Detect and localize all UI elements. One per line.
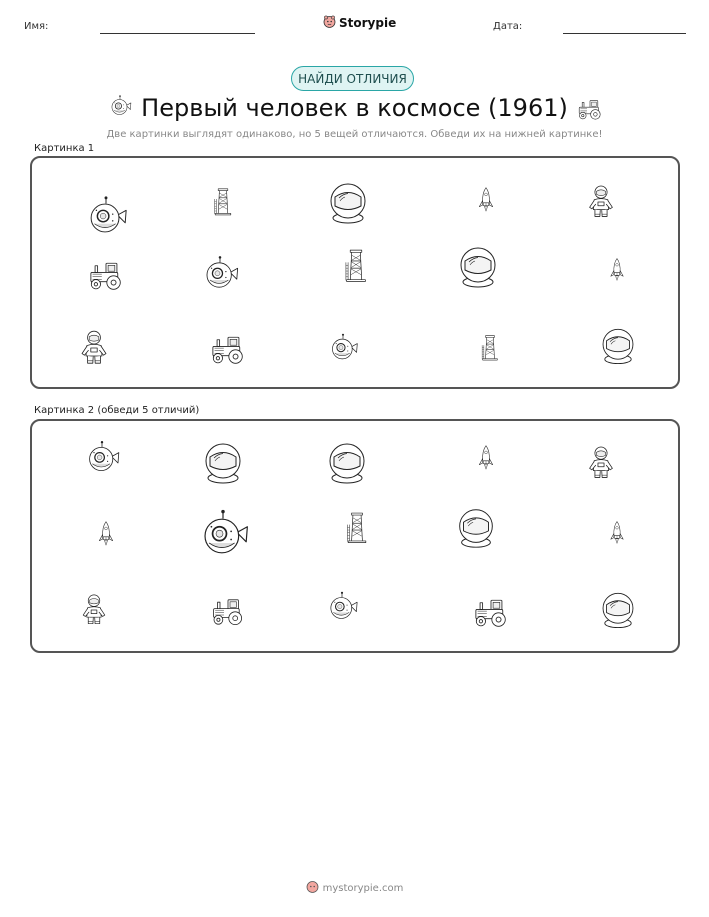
rocket-icon [472,178,500,222]
astronaut-icon [74,320,114,376]
picture-2-label: Картинка 2 (обведи 5 отличий) [34,405,200,416]
tractor-icon [80,254,132,296]
rocket-icon[interactable] [472,435,500,481]
capsule-icon [326,328,360,370]
instructions: Две картинки выглядят одинаково, но 5 вещей отличаются. Обведи их на нижней картинке! [106,129,603,140]
rocket-icon[interactable] [604,511,630,555]
tractor-icon [575,94,605,120]
capsule-icon[interactable] [194,503,252,569]
helmet-icon[interactable] [198,437,248,489]
tower-icon [208,178,238,226]
footer-url[interactable]: mystorypie.com [322,882,404,894]
find-differences-badge: НАЙДИ ОТЛИЧИЯ [291,66,414,91]
tower-icon [338,240,374,292]
astronaut-icon[interactable] [76,585,112,635]
capsule-icon [80,194,132,242]
tower-icon[interactable] [340,493,374,563]
helmet-icon[interactable] [596,585,640,635]
tractor-icon[interactable] [206,591,250,631]
capsule-icon[interactable] [82,439,122,479]
picture-2-panel[interactable] [30,419,680,653]
rocket-icon [604,248,630,292]
astronaut-icon[interactable] [582,439,620,487]
capsule-icon [198,254,242,296]
storypie-logo-icon [323,13,336,32]
tractor-icon [204,328,252,370]
brand-name: Storypie [339,15,397,30]
name-line[interactable] [100,33,255,34]
helmet-icon [596,322,640,370]
astronaut-icon [582,178,620,226]
brand-logo[interactable] [323,13,396,32]
helmet-icon [452,242,504,292]
tractor-icon[interactable] [466,591,516,633]
helmet-icon[interactable] [322,437,372,489]
picture-1-label: Картинка 1 [34,143,95,154]
capsule-icon[interactable] [324,585,360,631]
helmet-icon[interactable] [452,503,500,553]
footer [0,880,709,896]
name-label: Имя: [24,21,49,32]
rocket-icon[interactable] [92,511,120,557]
page-title: Первый человек в космосе (1961) [141,94,568,122]
picture-1-panel [30,156,680,389]
storypie-logo-icon [306,880,319,896]
date-label: Дата: [493,21,523,32]
tower-icon [476,320,504,376]
date-line[interactable] [563,33,686,34]
helmet-icon [322,178,374,228]
